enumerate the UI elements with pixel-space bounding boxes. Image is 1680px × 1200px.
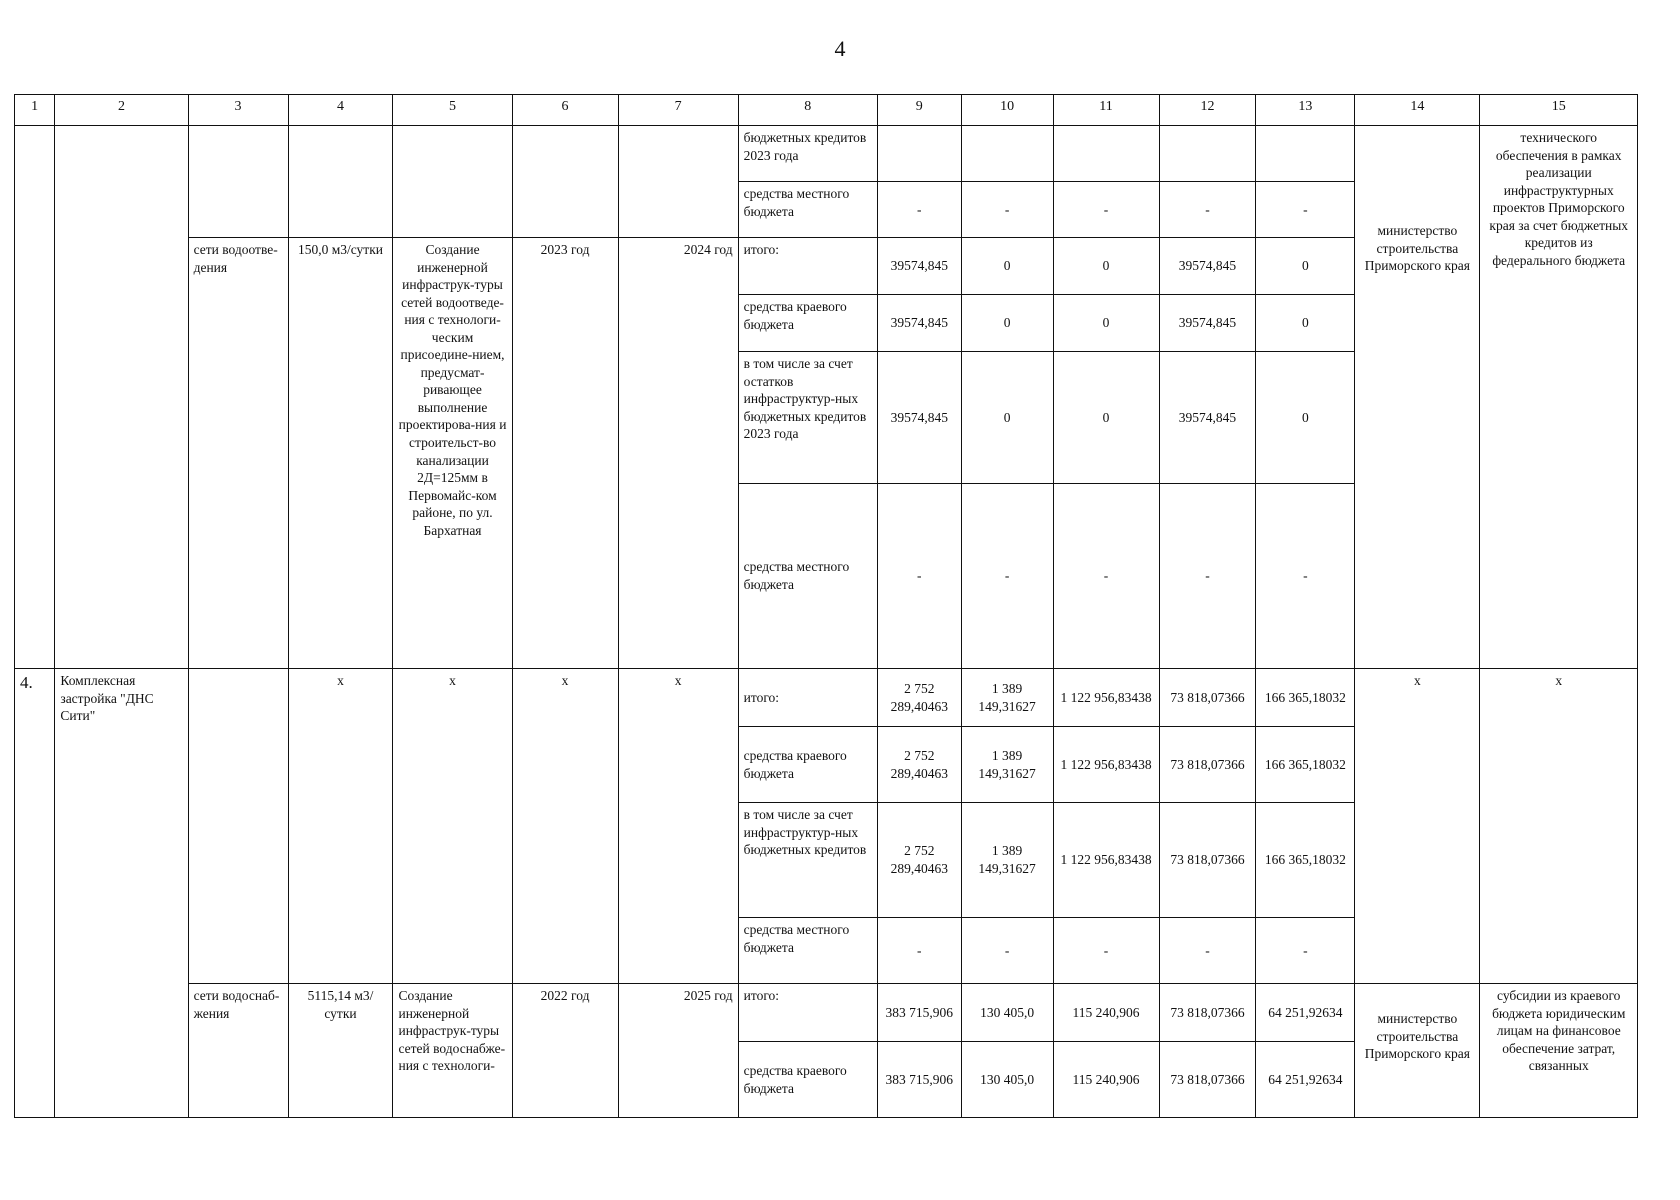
funding-purpose: субсидии из краевого бюджета юридическим лицам на финансовое обеспечение затрат, связанных xyxy=(1480,984,1638,1118)
cell-empty xyxy=(288,126,393,238)
source-label: средства местного бюджета xyxy=(738,918,877,984)
value-cell xyxy=(1053,126,1159,182)
cell-empty xyxy=(618,126,738,238)
end-year: 2025 год xyxy=(618,984,738,1118)
value-cell: - xyxy=(1256,918,1355,984)
x-mark: x xyxy=(288,669,393,984)
cell-empty xyxy=(393,126,512,238)
value-cell: 0 xyxy=(1256,295,1355,352)
value-cell: 166 365,18032 xyxy=(1256,803,1355,918)
object-type: сети водоотве-дения xyxy=(188,238,288,669)
object-description: Создание инженерной инфраструк-туры сетей водоотведе-ния с технологи-ческим присоедине-нием, предусмат-ривающее выполнение проектирова-ния и строительст-во канализации 2Д=125мм в Первомайс-ком районе, по ул. Бархатная xyxy=(393,238,512,669)
source-label: средства местного бюджета xyxy=(738,182,877,238)
column-number: 5 xyxy=(393,95,512,126)
source-label: в том числе за счет инфраструктур-ных бюджетных кредитов xyxy=(738,803,877,918)
funding-purpose: технического обеспечения в рамках реализации инфраструктурных проектов Приморского края за счет бюджетных кредитов из федерального бюджета xyxy=(1480,126,1638,669)
value-cell: - xyxy=(961,182,1053,238)
value-cell: 1 389 149,31627 xyxy=(961,803,1053,918)
value-cell: 64 251,92634 xyxy=(1256,984,1355,1042)
value-cell: 0 xyxy=(1256,238,1355,295)
value-cell: - xyxy=(1053,182,1159,238)
value-cell: 73 818,07366 xyxy=(1159,669,1256,727)
value-cell: 64 251,92634 xyxy=(1256,1042,1355,1118)
cell-empty xyxy=(188,669,288,984)
value-cell: 130 405,0 xyxy=(961,984,1053,1042)
value-cell: 73 818,07366 xyxy=(1159,984,1256,1042)
object-type: сети водоснаб-жения xyxy=(188,984,288,1118)
column-number: 13 xyxy=(1256,95,1355,126)
value-cell: 0 xyxy=(1256,352,1355,484)
value-cell xyxy=(877,126,961,182)
column-number: 11 xyxy=(1053,95,1159,126)
value-cell: 73 818,07366 xyxy=(1159,727,1256,803)
source-label: итого: xyxy=(738,238,877,295)
x-mark: x xyxy=(512,669,618,984)
value-cell: 1 122 956,83438 xyxy=(1053,727,1159,803)
value-cell: 2 752 289,40463 xyxy=(877,727,961,803)
value-cell: 383 715,906 xyxy=(877,1042,961,1118)
table-row xyxy=(15,126,1638,182)
value-cell: 39574,845 xyxy=(1159,238,1256,295)
value-cell: - xyxy=(1256,182,1355,238)
cell-empty xyxy=(55,126,188,669)
value-cell: - xyxy=(877,484,961,669)
cell-empty xyxy=(188,126,288,238)
object-capacity: 5115,14 м3/сутки xyxy=(288,984,393,1118)
value-cell: 383 715,906 xyxy=(877,984,961,1042)
source-label: средства краевого бюджета xyxy=(738,1042,877,1118)
value-cell: 115 240,906 xyxy=(1053,984,1159,1042)
value-cell: - xyxy=(877,918,961,984)
column-number-row xyxy=(15,95,1638,126)
end-year: 2024 год xyxy=(618,238,738,669)
column-number: 8 xyxy=(738,95,877,126)
value-cell: 115 240,906 xyxy=(1053,1042,1159,1118)
start-year: 2023 год xyxy=(512,238,618,669)
value-cell: 2 752 289,40463 xyxy=(877,669,961,727)
source-label: итого: xyxy=(738,984,877,1042)
value-cell: 0 xyxy=(961,352,1053,484)
column-number: 15 xyxy=(1480,95,1638,126)
value-cell: 0 xyxy=(1053,295,1159,352)
item-number: 4. xyxy=(15,669,55,1118)
x-mark: x xyxy=(1480,669,1638,984)
value-cell: 1 389 149,31627 xyxy=(961,727,1053,803)
value-cell xyxy=(1256,126,1355,182)
source-label: средства краевого бюджета xyxy=(738,295,877,352)
value-cell: 0 xyxy=(961,238,1053,295)
column-number: 4 xyxy=(288,95,393,126)
cell-empty xyxy=(15,126,55,669)
value-cell: 0 xyxy=(1053,238,1159,295)
column-number: 2 xyxy=(55,95,188,126)
page-number: 4 xyxy=(834,36,846,61)
value-cell: - xyxy=(1159,484,1256,669)
source-label: в том числе за счет остатков инфраструктур-ных бюджетных кредитов 2023 года xyxy=(738,352,877,484)
item-name: Комплексная застройка "ДНС Сити" xyxy=(55,669,188,1118)
value-cell: 1 122 956,83438 xyxy=(1053,803,1159,918)
source-label: средства местного бюджета xyxy=(738,484,877,669)
value-cell: 1 122 956,83438 xyxy=(1053,669,1159,727)
value-cell: - xyxy=(1159,182,1256,238)
value-cell: 73 818,07366 xyxy=(1159,803,1256,918)
value-cell: 1 389 149,31627 xyxy=(961,669,1053,727)
x-mark: x xyxy=(393,669,512,984)
value-cell: - xyxy=(1053,918,1159,984)
value-cell: 39574,845 xyxy=(877,352,961,484)
cell-empty xyxy=(512,126,618,238)
column-number: 7 xyxy=(618,95,738,126)
column-number: 6 xyxy=(512,95,618,126)
value-cell: - xyxy=(961,918,1053,984)
value-cell: 39574,845 xyxy=(1159,352,1256,484)
column-number: 14 xyxy=(1355,95,1480,126)
value-cell: 166 365,18032 xyxy=(1256,727,1355,803)
column-number: 9 xyxy=(877,95,961,126)
value-cell: 2 752 289,40463 xyxy=(877,803,961,918)
source-label: бюджетных кредитов 2023 года xyxy=(738,126,877,182)
start-year: 2022 год xyxy=(512,984,618,1118)
value-cell: - xyxy=(1053,484,1159,669)
value-cell: 39574,845 xyxy=(877,295,961,352)
value-cell: - xyxy=(1256,484,1355,669)
value-cell: - xyxy=(877,182,961,238)
source-label: итого: xyxy=(738,669,877,727)
value-cell: - xyxy=(1159,918,1256,984)
value-cell: 39574,845 xyxy=(877,238,961,295)
budget-table xyxy=(14,94,1638,1118)
x-mark: x xyxy=(1355,669,1480,984)
value-cell: 73 818,07366 xyxy=(1159,1042,1256,1118)
x-mark: x xyxy=(618,669,738,984)
column-number: 1 xyxy=(15,95,55,126)
object-description: Создание инженерной инфраструк-туры сетей водоснабже-ния с технологи- xyxy=(393,984,512,1118)
table-row xyxy=(15,669,1638,727)
value-cell: 39574,845 xyxy=(1159,295,1256,352)
value-cell: 166 365,18032 xyxy=(1256,669,1355,727)
source-label: средства краевого бюджета xyxy=(738,727,877,803)
table-row xyxy=(15,984,1638,1042)
value-cell: - xyxy=(961,484,1053,669)
value-cell: 0 xyxy=(1053,352,1159,484)
value-cell xyxy=(1159,126,1256,182)
responsible-executor: министерство строительства Приморского края xyxy=(1355,126,1480,669)
column-number: 3 xyxy=(188,95,288,126)
responsible-executor: министерство строительства Приморского края xyxy=(1355,984,1480,1118)
value-cell: 130 405,0 xyxy=(961,1042,1053,1118)
column-number: 10 xyxy=(961,95,1053,126)
object-capacity: 150,0 м3/сутки xyxy=(288,238,393,669)
value-cell: 0 xyxy=(961,295,1053,352)
value-cell xyxy=(961,126,1053,182)
column-number: 12 xyxy=(1159,95,1256,126)
